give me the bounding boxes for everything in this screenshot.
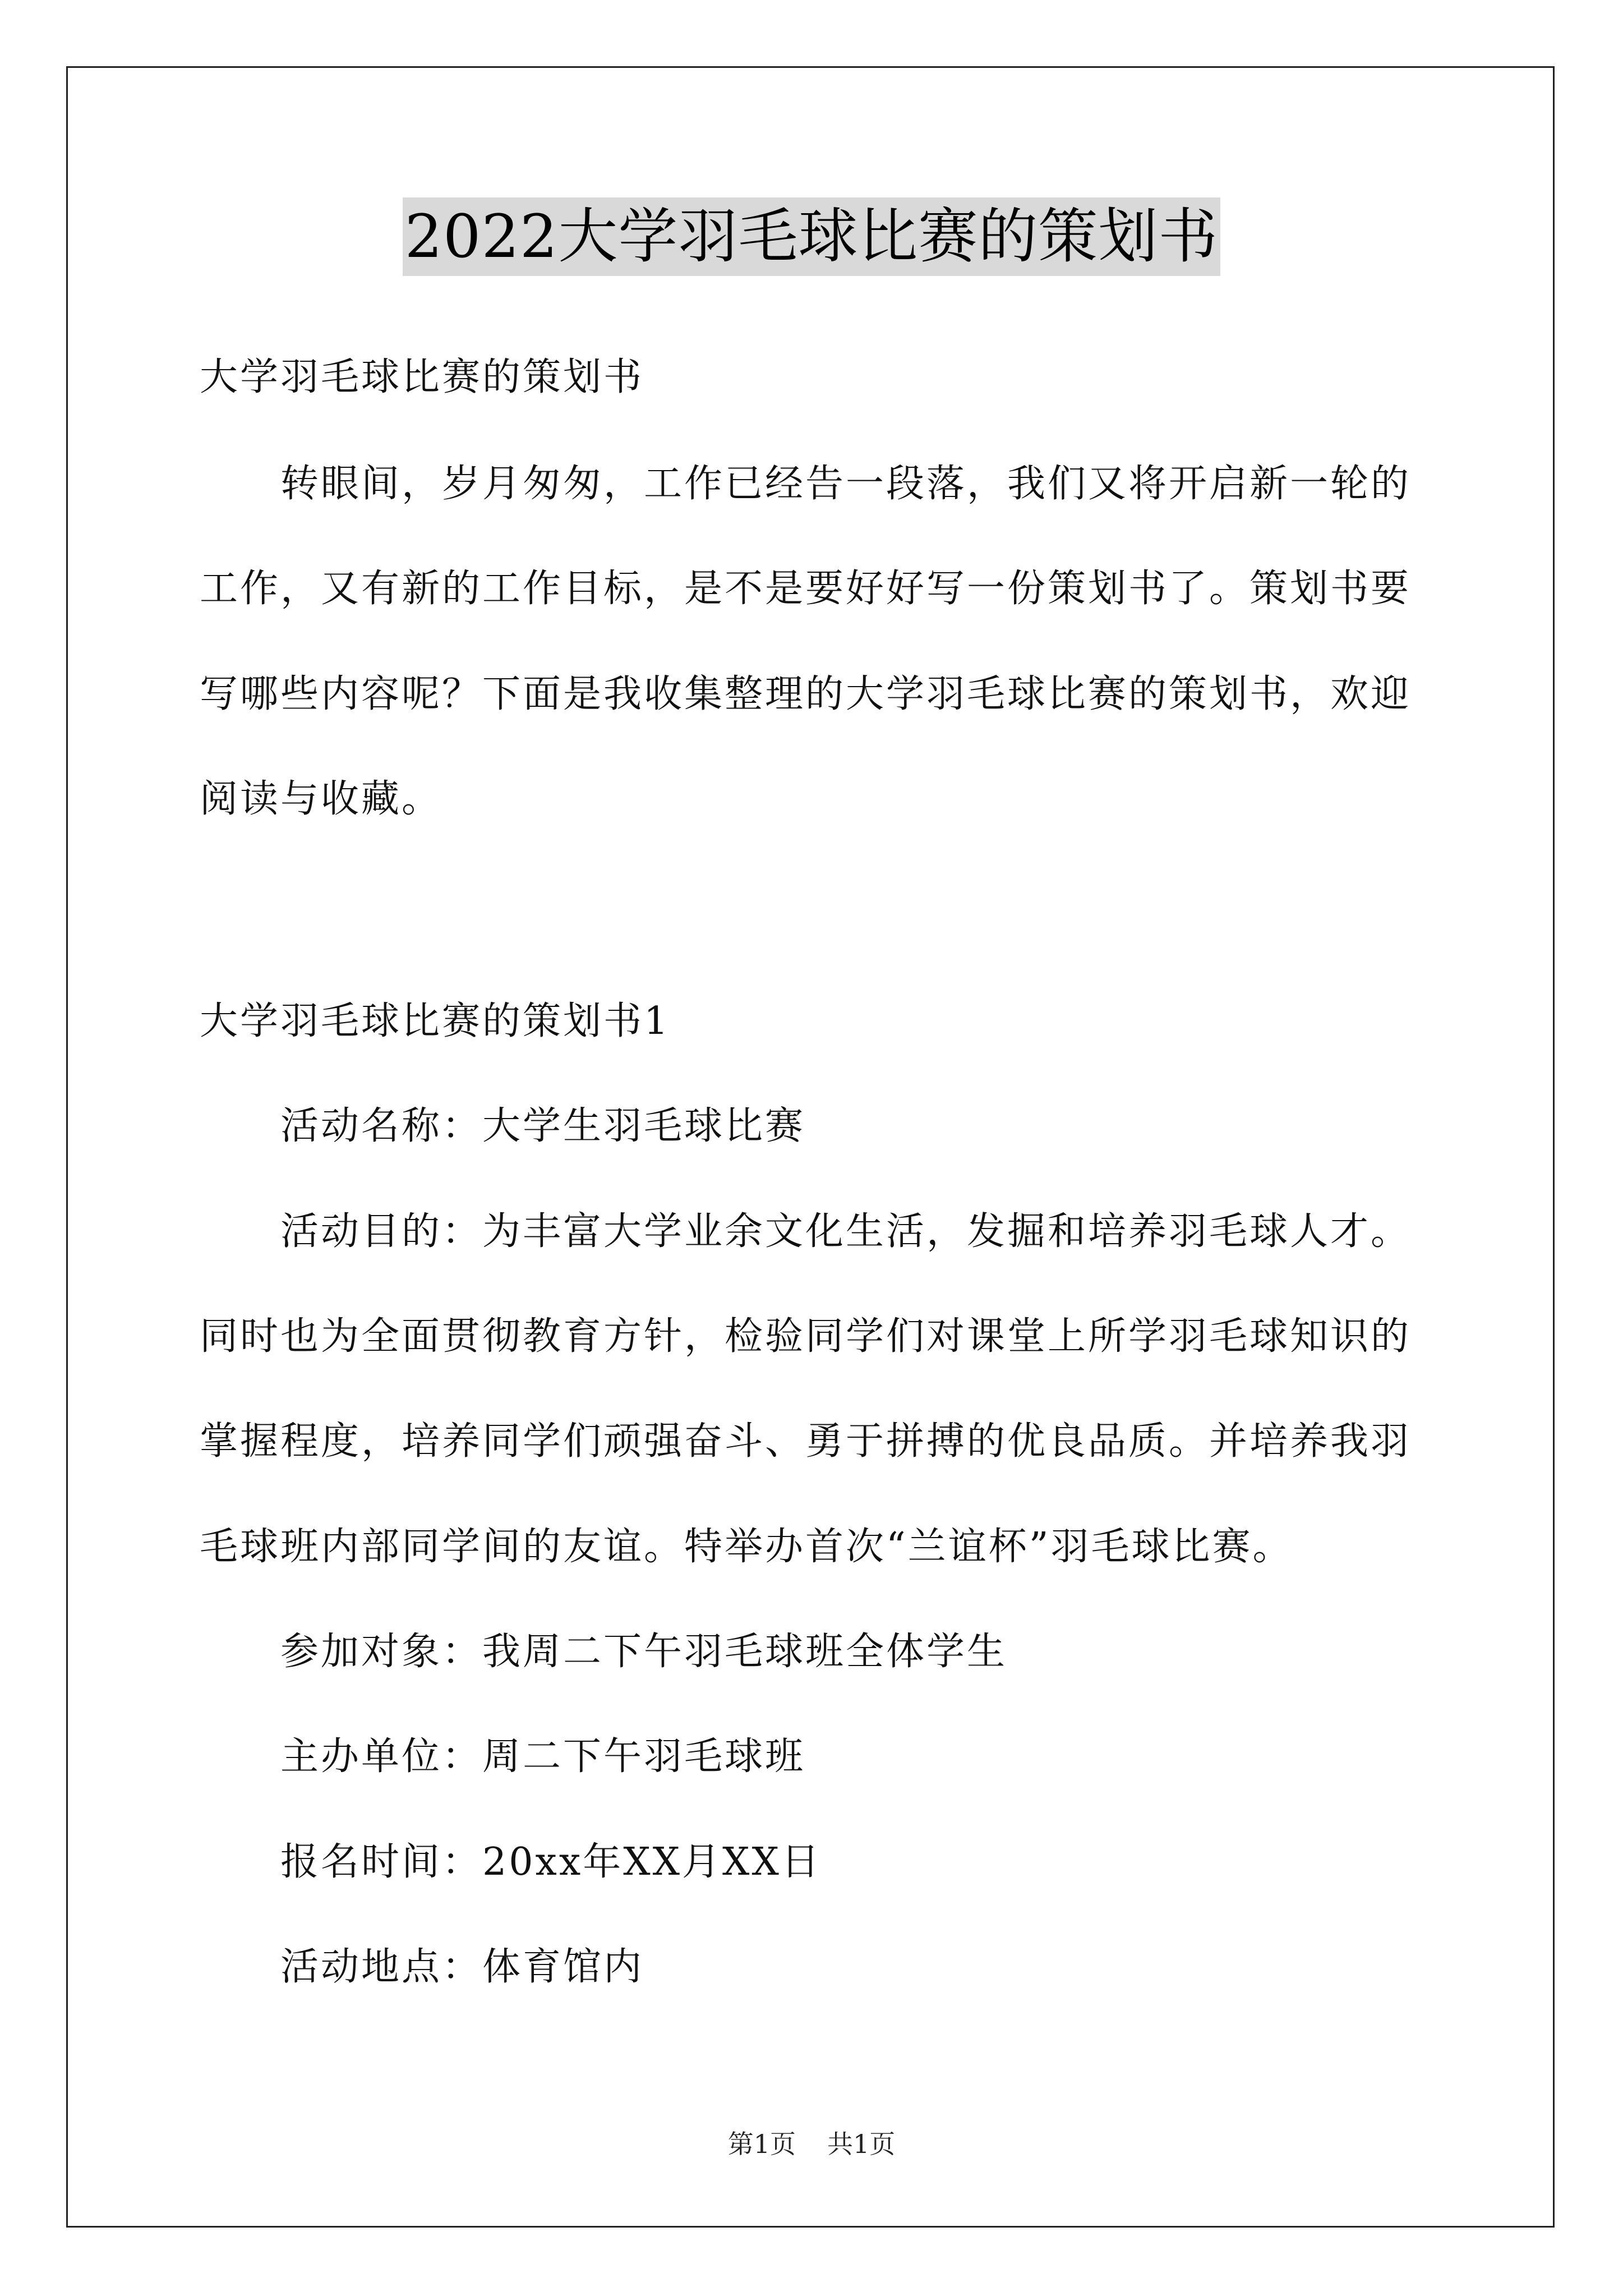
title-container — [0, 197, 1623, 276]
document-subtitle: 大学羽毛球比赛的策划书 — [200, 355, 644, 399]
activity-name: 活动名称：大学生羽毛球比赛 — [280, 1104, 806, 1148]
registration-time: 报名时间：20xx年XX月XX日 — [280, 1840, 822, 1884]
venue: 活动地点：体育馆内 — [280, 1945, 644, 1989]
purpose-line-4: 毛球班内部同学间的友谊。特举办首次“兰谊杯”羽毛球比赛。 — [200, 1525, 1293, 1569]
intro-line-1: 转眼间，岁月匆匆，工作已经告一段落，我们又将开启新一轮的 — [280, 462, 1412, 506]
page-footer — [0, 2127, 1623, 2161]
purpose-line-1: 活动目的：为丰富大学业余文化生活，发掘和培养羽毛球人才。 — [280, 1209, 1412, 1254]
purpose-line-2: 同时也为全面贯彻教育方针，检验同学们对课堂上所学羽毛球知识的 — [200, 1314, 1412, 1359]
section-heading: 大学羽毛球比赛的策划书1 — [200, 999, 671, 1043]
intro-line-3: 写哪些内容呢？下面是我收集整理的大学羽毛球比赛的策划书，欢迎 — [200, 672, 1412, 716]
page-current: 第1页 — [727, 2129, 796, 2159]
intro-line-4: 阅读与收藏。 — [200, 777, 442, 821]
participants: 参加对象：我周二下午羽毛球班全体学生 — [280, 1630, 1008, 1674]
organizer: 主办单位：周二下午羽毛球班 — [280, 1734, 806, 1779]
document-title: 2022大学羽毛球比赛的策划书 — [403, 197, 1221, 276]
page-total: 共1页 — [827, 2129, 896, 2159]
intro-line-2: 工作，又有新的工作目标，是不是要好好写一份策划书了。策划书要 — [200, 567, 1412, 611]
purpose-line-3: 掌握程度，培养同学们顽强奋斗、勇于拼搏的优良品质。并培养我羽 — [200, 1419, 1412, 1464]
